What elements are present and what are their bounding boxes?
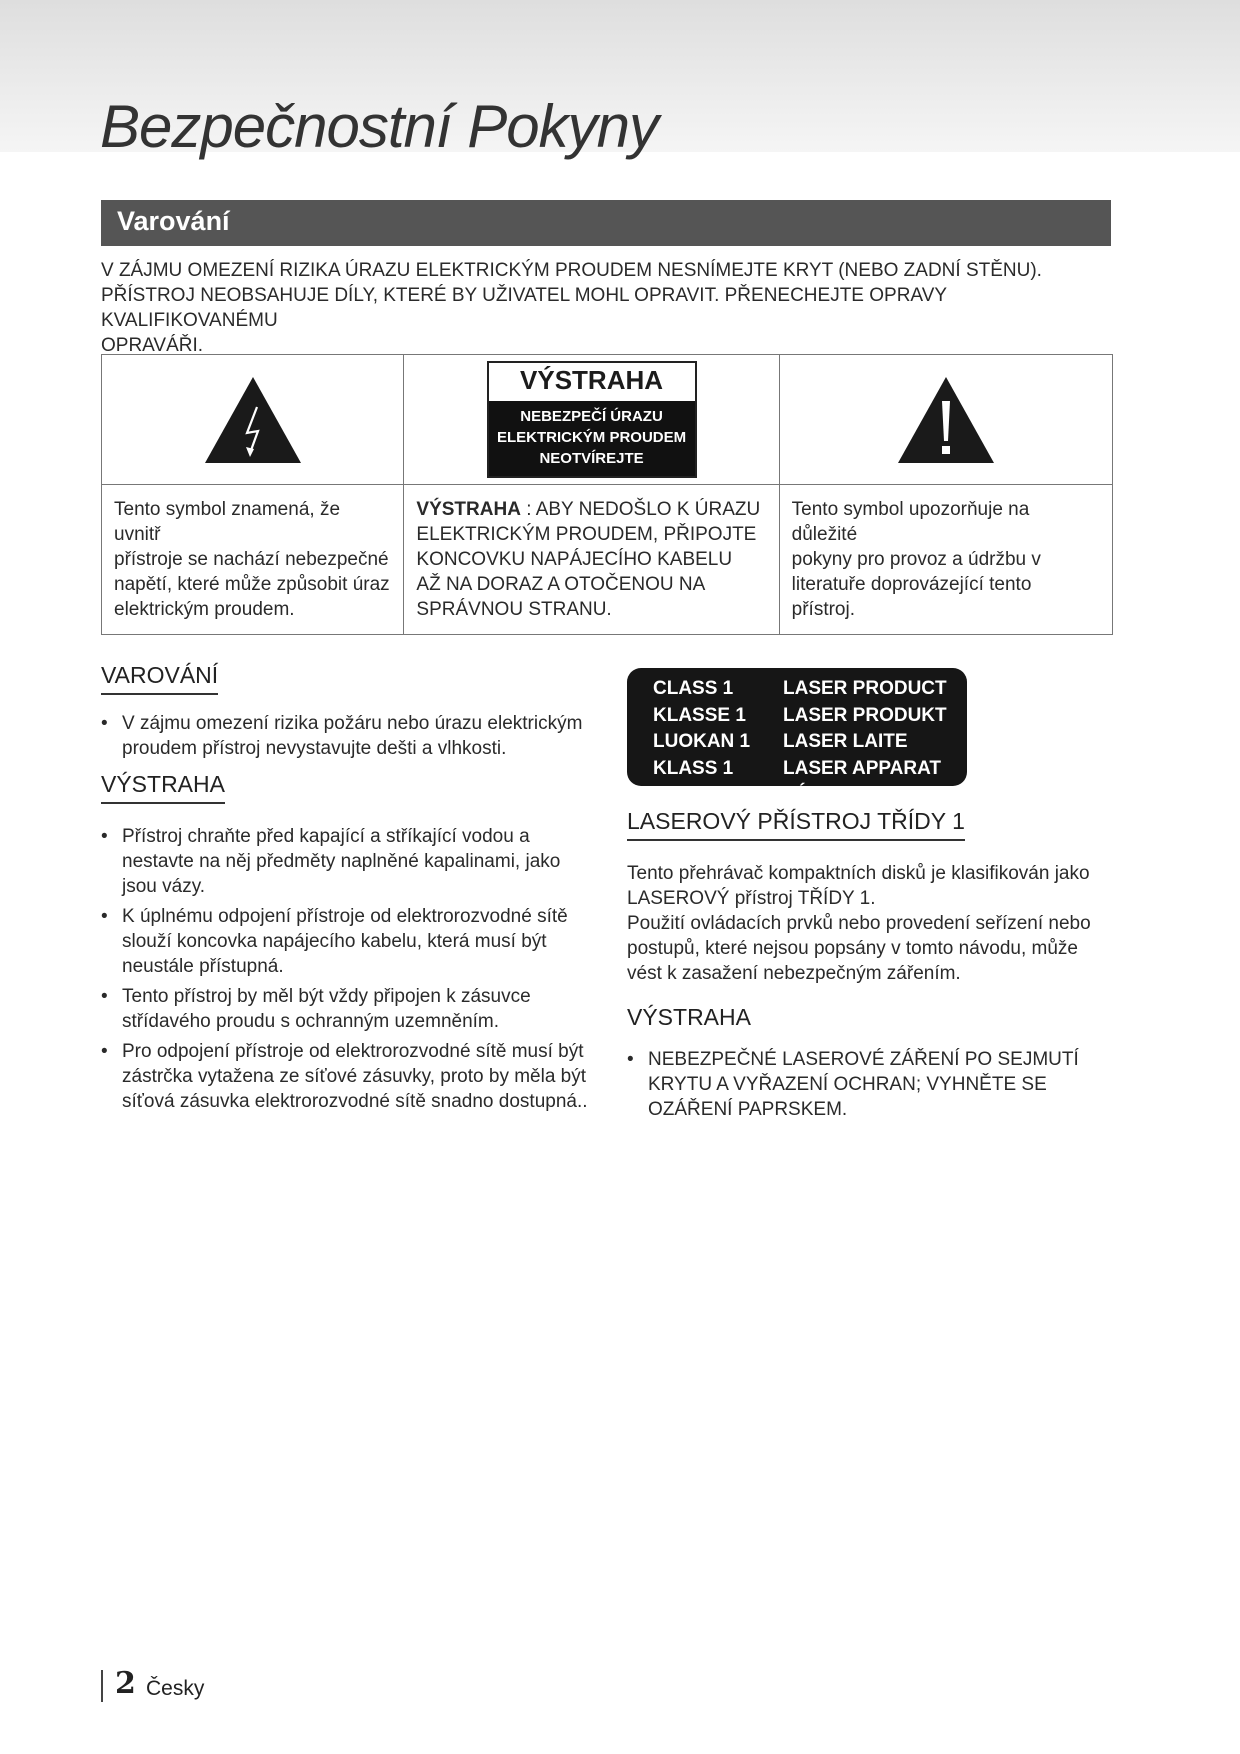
text-line: • Pro odpojení přístroje od elektrorozvodné sítě musí být [122, 1041, 584, 1062]
warning-label-box [487, 361, 697, 478]
text-line: KRYTU A VYŘAZENÍ OCHRAN; VYHNĚTE SE [648, 1074, 1047, 1095]
intro-line: OPRAVÁŘI. [101, 335, 204, 356]
footer-divider [101, 1670, 103, 1702]
warning-label-line: NEOTVÍREJTE [539, 450, 644, 467]
text-line: SPRÁVNOU STRANU. [416, 599, 612, 620]
list-item [101, 1039, 601, 1114]
intro-line: PŘÍSTROJ NEOBSAHUJE DÍLY, KTERÉ BY UŽIVATEL MOHL OPRAVIT. PŘENECHEJTE OPRAVY KVALIFIKOVANÉMU [101, 285, 947, 331]
list-item [101, 711, 601, 761]
caution-label: VÝSTRAHA [416, 499, 521, 520]
intro-line: V ZÁJMU OMEZENÍ RIZIKA ÚRAZU ELEKTRICKÝM PROUDEM NESNÍMEJTE KRYT (NEBO ZADNÍ STĚNU). [101, 260, 1042, 281]
text-line: KONCOVKU NAPÁJECÍHO KABELU [416, 549, 733, 570]
vystraha-list [101, 824, 601, 1114]
list-item [101, 824, 601, 899]
laser-product: LASER APPARAT [783, 757, 941, 779]
text-line: • NEBEZPEČNÉ LASEROVÉ ZÁŘENÍ PO SEJMUTÍ [648, 1049, 1079, 1070]
section-title-bar [101, 200, 1111, 246]
page-title: Bezpečnostní Pokyny [100, 93, 659, 160]
symbol-cell [102, 355, 403, 485]
text-line: LASEROVÝ přístroj TŘÍDY 1. [627, 888, 876, 909]
laser-heading: LASEROVÝ PŘÍSTROJ TŘÍDY 1 [627, 808, 965, 841]
text-line: Použití ovládacích prvků nebo provedení seřízení nebo [627, 913, 1091, 934]
text-line: postupů, které nejsou popsány v tomto návodu, může [627, 938, 1078, 959]
text-line: Tento symbol upozorňuje na důležité [791, 499, 1030, 545]
page-language: Česky [146, 1677, 205, 1700]
varovani-heading: VAROVÁNÍ [101, 662, 218, 695]
laser-label-row [653, 676, 967, 703]
text-line: pokyny pro provoz a údržbu v [791, 549, 1041, 570]
symbol-column-exclamation [780, 355, 1112, 634]
warning-label-line: ELEKTRICKÝM PROUDEM [496, 429, 687, 446]
laser-class: KLASS 1 [653, 757, 734, 779]
laser-class-label [627, 668, 967, 805]
symbol-column-warning-label [404, 355, 779, 634]
right-column [627, 668, 1113, 1127]
text-line [416, 497, 766, 522]
intro-warning-text [101, 258, 1111, 358]
laser-label-row [653, 703, 967, 730]
text-line: proudem přístroj nevystavujte dešti a vlhkosti. [122, 738, 507, 759]
text-line: • K úplnému odpojení přístroje od elektrorozvodné sítě [122, 906, 568, 927]
safety-symbols-table [101, 354, 1113, 635]
text-line: literatuře doprovázející tento přístroj. [791, 574, 1032, 620]
laser-product: LASER PRODUCT [783, 678, 947, 699]
text-line: AŽ NA DORAZ A OTOČENOU NA [416, 574, 706, 595]
symbol-cell [780, 355, 1112, 485]
caution-text: : ABY NEDOŠLO K ÚRAZU [520, 499, 761, 520]
laser-vystraha-heading: VÝSTRAHA [627, 1004, 751, 1030]
lightning-warning-icon [203, 375, 303, 465]
list-item [627, 1047, 1113, 1122]
laser-paragraph [627, 861, 1113, 986]
laser-class: PRODUCTO [653, 784, 762, 805]
laser-product: LASER LAITE [783, 731, 908, 752]
text-line: zástrčka vytažena ze síťové zásuvky, proto by měla být [122, 1066, 587, 1087]
list-item [101, 904, 601, 979]
laser-product: LASER PRODUKT [783, 704, 947, 726]
symbol-description [780, 485, 1112, 634]
text-line: ELEKTRICKÝM PROUDEM, PŘIPOJTE [416, 524, 757, 545]
vystraha-heading: VÝSTRAHA [101, 771, 225, 804]
laser-label-row [653, 729, 967, 756]
text-line: • V zájmu omezení rizika požáru nebo úrazu elektrickým [122, 713, 583, 734]
laser-class: CLASS 1 [653, 678, 734, 699]
warning-label-body [489, 401, 695, 476]
laser-label-row [653, 756, 967, 783]
text-line: přístroje se nachází nebezpečné [114, 549, 389, 570]
text-line: neustále přístupná. [122, 956, 284, 977]
symbol-cell [404, 355, 778, 485]
text-line: nestavte na něj předměty naplněné kapalinami, jako [122, 851, 561, 872]
text-line: • Tento přístroj by měl být vždy připojen k zásuvce [122, 986, 531, 1007]
text-line: střídavého proudu s ochranným uzemněním. [122, 1011, 500, 1032]
text-line: Tento symbol znamená, že uvnitř [114, 499, 341, 545]
left-column [101, 662, 601, 1119]
section-title: Varování [117, 206, 230, 236]
text-line: OZÁŘENÍ PAPRSKEM. [648, 1099, 848, 1120]
text-line: • Přístroj chraňte před kapající a stříkající vodou a [122, 826, 530, 847]
laser-class: LUOKAN 1 [653, 731, 751, 752]
text-line: jsou vázy. [122, 876, 206, 897]
page-number: 2 [115, 1666, 136, 1701]
warning-label-line: NEBEZPEČÍ ÚRAZU [520, 408, 663, 425]
laser-class: KLASSE 1 [653, 704, 746, 726]
laser-vystraha-list [627, 1047, 1113, 1122]
text-line: síťová zásuvka elektrorozvodné sítě snadno dostupná.. [122, 1091, 588, 1112]
symbol-column-lightning [102, 355, 404, 634]
text-line: elektrickým proudem. [114, 599, 295, 620]
text-line: vést k zasažení nebezpečným zářením. [627, 963, 961, 984]
text-line: Tento přehrávač kompaktních disků je klasifikován jako [627, 863, 1090, 884]
laser-product: LÁSER CLASE 1 [783, 784, 933, 805]
text-line: slouží koncovka napájecího kabelu, která musí být [122, 931, 547, 952]
symbol-description [404, 485, 778, 634]
list-item [101, 984, 601, 1034]
warning-label-title: VÝSTRAHA [520, 365, 664, 395]
symbol-description [102, 485, 403, 634]
text-line: napětí, které může způsobit úraz [114, 574, 390, 595]
varovani-list [101, 711, 601, 761]
laser-label-row [653, 782, 967, 809]
exclamation-warning-icon [896, 375, 996, 465]
